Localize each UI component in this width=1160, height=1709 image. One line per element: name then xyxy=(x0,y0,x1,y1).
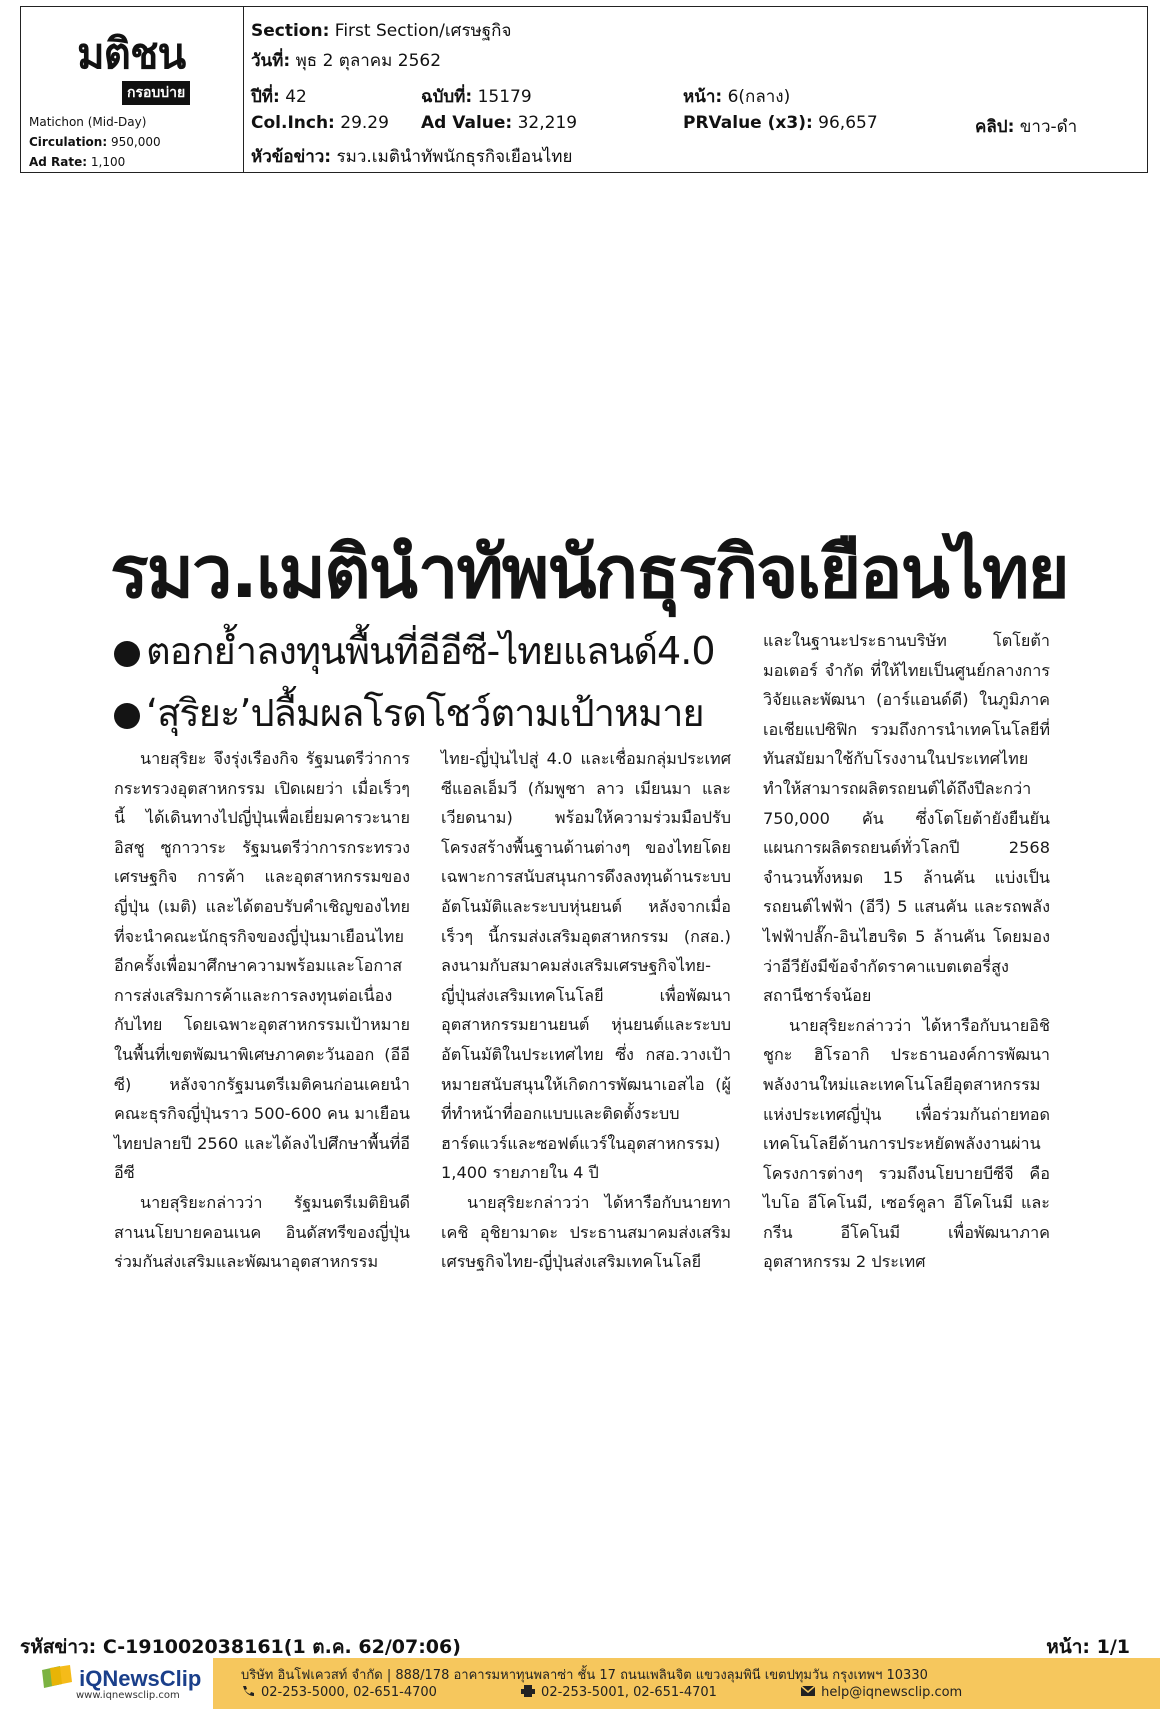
issue-field: ฉบับที่: 15179 xyxy=(421,87,532,107)
footer-contact-bar xyxy=(213,1658,1160,1709)
circulation: Circulation: 950,000 xyxy=(29,135,161,149)
page-field: หน้า: 6(กลาง) xyxy=(683,87,791,107)
phone-contact: 02-253-5000, 02-651-4700 xyxy=(241,1685,481,1700)
bullet-icon xyxy=(114,641,140,667)
paragraph: นายสุริยะ จึงรุ่งเรืองกิจ รัฐมนตรีว่าการกระทรวงอุตสาหกรรม เปิดเผยว่า เมื่อเร็วๆ นี้ ได้เดินทางไปญี่ปุ่นเพื่อเยี่ยมคารวะนายอิสชู ซูกาวาระ รัฐมนตรีว่าการกระทรวงเศรษฐกิจ การค้า และอุตสาหกรรมของญี่ปุ่น (เมติ) และได้ตอบรับคำเชิญของไทยที่จะนำคณะนักธุรกิจของญี่ปุ่นมาเยือนไทยอีกครั้งเพื่อมาศึกษาความพร้อมและโอกาสการส่งเสริมการค้าและการลงทุนต่อเนื่องกับไทย โดยเฉพาะอุตสาหกรรมเป้าหมายในพื้นที่เขตพัฒนาพิเศษภาคตะวันออก (อีอีซี) หลังจากรัฐมนตรีเมติคนก่อนเคยนำคณะธุรกิจญี่ปุ่นราว 500-600 คน มาเยือนไทยปลายปี 2560 และได้ลงไปศึกษาพื้นที่อีอีซี xyxy=(114,749,410,1183)
news-code: รหัสข่าว: C-191002038161(1 ต.ค. 62/07:06) xyxy=(20,1636,461,1658)
article-column-2 xyxy=(441,744,731,1277)
phone-icon xyxy=(241,1685,255,1697)
clipping-header xyxy=(20,6,1148,173)
year-field: ปีที่: 42 xyxy=(251,87,307,107)
brand-url: www.iqnewsclip.com xyxy=(76,1690,180,1701)
email-contact: help@iqnewsclip.com xyxy=(801,1685,1002,1700)
advalue-field: Ad Value: 32,219 xyxy=(421,113,578,133)
article-headline: รมว.เมตินำทัพนักธุรกิจเยือนไทย xyxy=(110,530,1068,614)
publication-name: Matichon (Mid-Day) xyxy=(29,115,147,129)
subhead-1: ตอกย้ำลงทุนพื้นที่อีอีซี-ไทยแลนด์4.0 xyxy=(114,632,715,670)
company-address: บริษัท อินโฟเควสท์ จำกัด | 888/178 อาคารมหาทุนพลาซ่า ชั้น 17 ถนนเพลินจิต แขวงลุมพินี เขตปทุมวัน กรุงเทพฯ 10330 xyxy=(241,1668,928,1683)
bullet-icon xyxy=(114,703,140,729)
date-row: วันที่: พุธ 2 ตุลาคม 2562 xyxy=(251,51,442,71)
publication-logo-block xyxy=(21,7,244,172)
newspaper-stack-icon xyxy=(40,1664,74,1690)
paragraph: และในฐานะประธานบริษัท โตโยต้า มอเตอร์ จำกัด ที่ให้ไทยเป็นศูนย์กลางการวิจัยและพัฒนา (อาร์แอนด์ดี) ในภูมิภาคเอเชียแปซิฟิก รวมถึงการนำเทคโนโลยีที่ทันสมัยมาใช้กับโรงงานในประเทศไทย ทำให้สามารถผลิตรถยนต์ได้ถึงปีละกว่า 750,000 คัน ซึ่งโตโยต้ายังยืนยันแผนการผลิตรถยนต์ทั่วโลกปี 2568 จำนวนทั้งหมด 15 ล้านคัน แบ่งเป็น รถยนต์ไฟฟ้า (อีวี) 5 แสนคัน และรถพลังไฟฟ้าปลั๊ก-อินไฮบริด 5 ล้านคัน โดยมองว่าอีวียังมีข้อจำกัดราคาแบตเตอรี่สูง สถานีชาร์จน้อย xyxy=(763,631,1050,1006)
colinch-field: Col.Inch: 29.29 xyxy=(251,113,389,133)
fax-contact: 02-253-5001, 02-651-4701 xyxy=(521,1685,761,1700)
prvalue-field: PRValue (x3): 96,657 xyxy=(683,113,878,133)
paragraph: ไทย-ญี่ปุ่นไปสู่ 4.0 และเชื่อมกลุ่มประเทศซีแอลเอ็มวี (กัมพูชา ลาว เมียนมา และเวียดนาม) พร้อมให้ความร่วมมือปรับโครงสร้างพื้นฐานด้านต่างๆ ของไทยโดยเฉพาะการสนับสนุนการดึงลงทุนด้านระบบอัตโนมัติและระบบหุ่นยนต์ หลังจากเมื่อเร็วๆ นี้กรมส่งเสริมอุตสาหกรรม (กสอ.) ลงนามกับสมาคมส่งเสริมเศรษฐกิจไทย-ญี่ปุ่นส่งเสริมเทคโนโลยี เพื่อพัฒนาอุตสาหกรรมยานยนต์ หุ่นยนต์และระบบอัตโนมัติในประเทศไทย ซึ่ง กสอ.วางเป้าหมายสนับสนุนให้เกิดการพัฒนาเอสไอ (ผู้ที่ทำหน้าที่ออกแบบและติดตั้งระบบฮาร์ดแวร์และซอฟต์แวร์ในอุตสาหกรรม) 1,400 รายภายใน 4 ปี xyxy=(441,749,731,1183)
article-column-1 xyxy=(114,744,410,1277)
article-column-3 xyxy=(763,626,1050,1277)
topic-row: หัวข้อข่าว: รมว.เมตินำทัพนักธุรกิจเยือนไทย xyxy=(251,147,573,167)
contact-row xyxy=(241,1685,1042,1700)
page-count: หน้า: 1/1 xyxy=(1046,1636,1130,1658)
publication-logo: มติชน xyxy=(77,29,186,78)
clip-field: คลิป: ขาว-ดำ xyxy=(975,117,1078,137)
printer-icon xyxy=(521,1685,535,1697)
iqnewsclip-logo: iQNewsClip www.iqnewsclip.com xyxy=(40,1664,201,1701)
paragraph: นายสุริยะกล่าวว่า รัฐมนตรีเมติยินดีสานนโยบายคอนเนค อินดัสทรีของญี่ปุ่นร่วมกันส่งเสริมและพัฒนาอุตสาหกรรม xyxy=(114,1192,410,1272)
edition-label: กรอบบ่าย xyxy=(122,81,190,105)
paragraph: นายสุริยะกล่าวว่า ได้หารือกับนายอิชิชูกะ ฮิโรอากิ ประธานองค์การพัฒนาพลังงานใหม่และเทคโนโลยีอุตสาหกรรมแห่งประเทศญี่ปุ่น เพื่อร่วมกันถ่ายทอดเทคโนโลยีด้านการประหยัดพลังงานผ่านโครงการต่างๆ รวมถึงนโยบายบีซีจี คือ ไบโอ อีโคโนมี, เซอร์คูลา อีโคโนมี และกรีน อีโคโนมี เพื่อพัฒนาภาคอุตสาหกรรม 2 ประเทศ xyxy=(763,1015,1050,1272)
section-row: Section: First Section/เศรษฐกิจ xyxy=(251,21,512,41)
paragraph: นายสุริยะกล่าวว่า ได้หารือกับนายทาเคชิ อุชิยามาดะ ประธานสมาคมส่งเสริมเศรษฐกิจไทย-ญี่ปุ่นส่งเสริมเทคโนโลยี xyxy=(441,1192,731,1272)
envelope-icon xyxy=(801,1685,815,1697)
subhead-2: ‘สุริยะ’ปลื้มผลโรดโชว์ตามเป้าหมาย xyxy=(114,694,704,732)
ad-rate: Ad Rate: 1,100 xyxy=(29,155,126,169)
